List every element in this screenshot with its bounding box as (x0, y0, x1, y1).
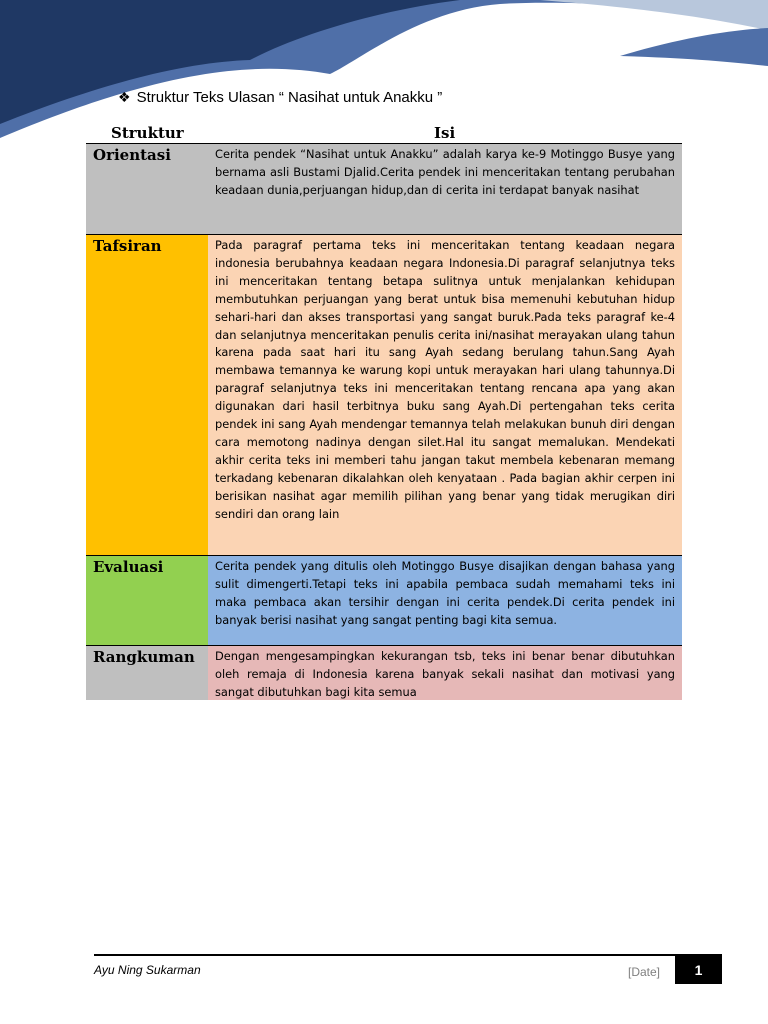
table-row-rangkuman (86, 645, 682, 700)
row-text-evaluasi: Cerita pendek yang ditulis oleh Motinggo Busye disajikan dengan bahasa yang sulit dimengerti.Tetapi teks ini apabila pembaca sudah memahami teks ini maka pembaca akan tersihir dengan ini cerita pendek.Di cerita pendek ini banyak berisi nasihat yang sangat penting bagi kita semua. (208, 556, 682, 645)
page-number: 1 (675, 955, 722, 984)
footer-divider (94, 954, 722, 956)
footer-author: Ayu Ning Sukarman (94, 963, 201, 977)
row-label-evaluasi: Evaluasi (86, 556, 208, 645)
table-row-evaluasi (86, 555, 682, 645)
header-wave-graphic (0, 0, 768, 140)
column-header-isi: Isi (434, 124, 456, 142)
section-heading-text: Struktur Teks Ulasan “ Nasihat untuk Anakku ” (136, 89, 443, 106)
row-text-tafsiran: Pada paragraf pertama teks ini menceritakan tentang keadaan negara indonesia berubahnya keadaan negara Indonesia.Di paragraf selanjutnya teks ini menceritakan tentang betapa sulitnya untuk menjalankan kehidupan membutuhkan perjuangan yang berat untuk bisa memenuhi kebutuhan hidup sehari-hari dan akses transportasi yang sangat buruk.Pada teks paragraf ke-4 dan selanjutnya menceritakan penulis cerita ini/nasihat merayakan ulang tahun karena pada saat hari itu sang Ayah sedang berulang tahun.Sang Ayah membawa temannya ke warung kopi untuk merayakan hari ulang tahunnya.Di paragraf selanjutnya teks ini menceritakan tentang rencana apa yang akan digunakan dari hasil terbitnya buku sang Ayah.Di pertengahan teks cerita pendek ini sang Ayah mendengar temannya telah melakukan bunuh diri dengan cara memotong nadinya dengan silet.Hal itu sangat memalukan. Mendekati akhir cerita teks ini memberi tahu jangan takut membela kebenaran memang terkadang kebenaran dikalahkan oleh kenyataan . Pada bagian akhir cerpen ini berisikan nasihat agar memilih pilihan yang benar yang tidak merugikan diri sendiri dan orang lain (208, 235, 682, 555)
row-text-orientasi: Cerita pendek “Nasihat untuk Anakku” adalah karya ke-9 Motinggo Busye yang bernama asli Bustami Djalid.Cerita pendek ini menceritakan tentang perubahan keadaan dunia,perjuangan hidup,dan di cerita ini terdapat banyak nasihat (208, 144, 682, 234)
row-label-rangkuman: Rangkuman (86, 646, 208, 700)
table-row-orientasi (86, 144, 682, 234)
bullet-diamond-icon: ❖ (118, 89, 131, 105)
row-text-rangkuman: Dengan mengesampingkan kekurangan tsb, teks ini benar benar dibutuhkan oleh remaja di Indonesia karena banyak sekali nasihat dan motivasi yang sangat dibutuhkan bagi kita semua (208, 646, 682, 700)
row-label-tafsiran: Tafsiran (86, 235, 208, 555)
row-label-orientasi: Orientasi (86, 144, 208, 234)
structure-table (86, 143, 682, 700)
section-heading (118, 89, 442, 106)
footer-date: [Date] (628, 965, 661, 979)
column-header-struktur: Struktur (111, 124, 184, 142)
table-row-tafsiran (86, 234, 682, 555)
